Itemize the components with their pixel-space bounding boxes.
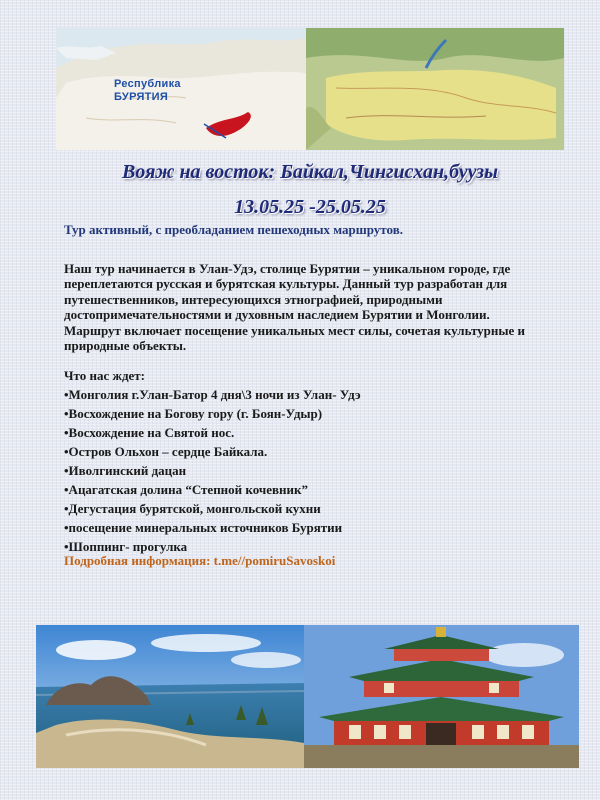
baikal-photo (36, 625, 304, 768)
itinerary-list (64, 366, 544, 556)
baikal-photo-graphic (36, 625, 304, 768)
description-paragraph: Наш тур начинается в Улан-Удэ, столице Бурятии – уникальном городе, где переплетаются русская и бурятская культуры. Данный тур разработан для путешественников, интересующихся этнографией, природными достопримечательностями и духовным наследием Бурятии и Монголии. Маршрут включает посещение уникальных мест силы, сочетая культурные и природные объекты. (64, 261, 526, 354)
region-label (114, 78, 181, 104)
relief-map-graphic (306, 28, 564, 150)
temple-photo-graphic (304, 625, 579, 768)
tour-description (64, 261, 534, 353)
maps-banner (56, 28, 564, 150)
list-item: •Ацагатская долина “Степной кочевник” (64, 482, 308, 497)
photos-banner (36, 625, 579, 768)
list-item: •Восхождение на Богову гору (г. Боян-Удыр) (64, 406, 323, 421)
list-heading: Что нас ждет: (64, 368, 146, 383)
list-item: •Монголия г.Улан-Батор 4 дня\3 ночи из Улан- Удэ (64, 387, 361, 402)
list-item: •Иволгинский дацан (64, 463, 187, 478)
buryatia-mongolia-map (306, 28, 564, 150)
datsan-temple-photo (304, 625, 579, 768)
list-item: •Восхождение на Святой нос. (64, 425, 235, 440)
tour-dates: 13.05.25 -25.05.25 (234, 196, 386, 218)
list-item: •Остров Ольхон – сердце Байкала. (64, 444, 268, 459)
russia-map-graphic (56, 28, 306, 150)
tour-subtitle: Тур активный, с преобладанием пешеходных маршрутов. (64, 222, 403, 237)
list-item: •Шоппинг- прогулка (64, 539, 188, 554)
contact-info-link[interactable]: Подробная информация: t.me//pomiruSavoskoi (64, 553, 336, 568)
region-label-line1: Республика (114, 78, 181, 90)
russia-map (56, 28, 306, 150)
region-label-line2: БУРЯТИЯ (114, 91, 169, 103)
list-item: •посещение минеральных источников Бурятии (64, 520, 343, 535)
list-item: •Дегустация бурятской, монгольской кухни (64, 501, 321, 516)
tour-title: Вояж на восток: Байкал,Чингисхан,буузы (122, 161, 498, 183)
